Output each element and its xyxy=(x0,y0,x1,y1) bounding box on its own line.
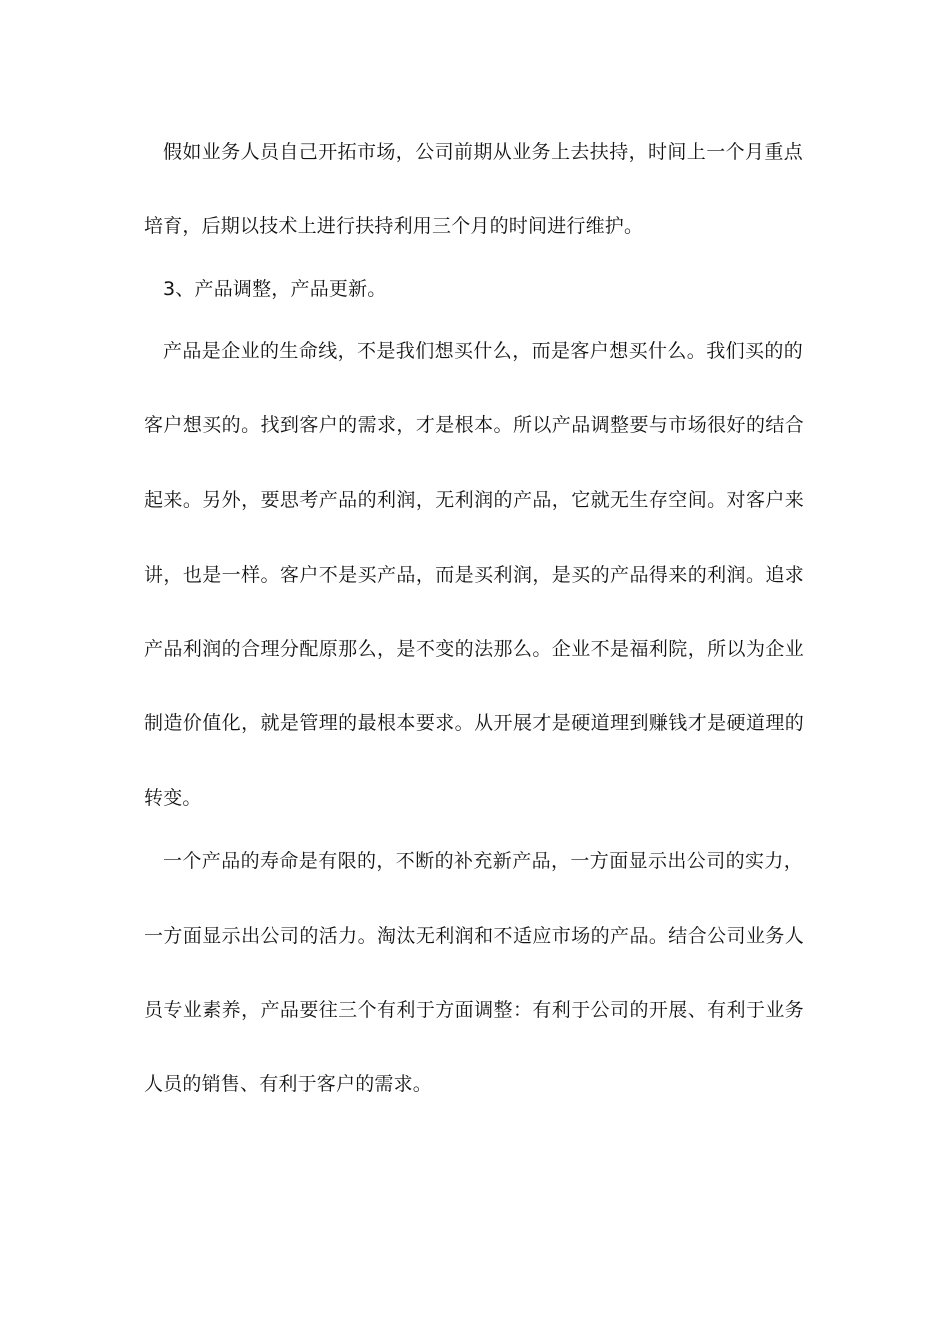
paragraph-2-line-4: 讲，也是一样。客户不是买产品，而是买利润，是买的产品得来的利润。追求 xyxy=(144,564,804,586)
paragraph-1-line-1: 假如业务人员自己开拓市场，公司前期从业务上去扶持，时间上一个月重点 xyxy=(163,141,803,163)
paragraph-2-line-7: 转变。 xyxy=(144,787,202,809)
paragraph-3-line-2: 一方面显示出公司的活力。淘汰无利润和不适应市场的产品。结合公司业务人 xyxy=(144,925,804,947)
paragraph-2-line-3: 起来。另外，要思考产品的利润，无利润的产品，它就无生存空间。对客户来 xyxy=(144,489,804,511)
paragraph-2-line-5: 产品利润的合理分配原那么，是不变的法那么。企业不是福利院，所以为企业 xyxy=(144,638,804,660)
paragraph-2-line-1: 产品是企业的生命线，不是我们想买什么，而是客户想买什么。我们买的的 xyxy=(163,340,803,362)
paragraph-3-line-3: 员专业素养，产品要往三个有利于方面调整：有利于公司的开展、有利于业务 xyxy=(144,999,804,1021)
paragraph-3-line-4: 人员的销售、有利于客户的需求。 xyxy=(144,1073,433,1095)
paragraph-3-line-1: 一个产品的寿命是有限的，不断的补充新产品，一方面显示出公司的实力， xyxy=(163,850,803,872)
section-heading: 3、产品调整，产品更新。 xyxy=(163,278,387,300)
paragraph-2-line-2: 客户想买的。找到客户的需求，才是根本。所以产品调整要与市场很好的结合 xyxy=(144,414,804,436)
paragraph-1-line-2: 培育，后期以技术上进行扶持利用三个月的时间进行维护。 xyxy=(144,215,644,237)
paragraph-2-line-6: 制造价值化，就是管理的最根本要求。从开展才是硬道理到赚钱才是硬道理的 xyxy=(144,712,804,734)
